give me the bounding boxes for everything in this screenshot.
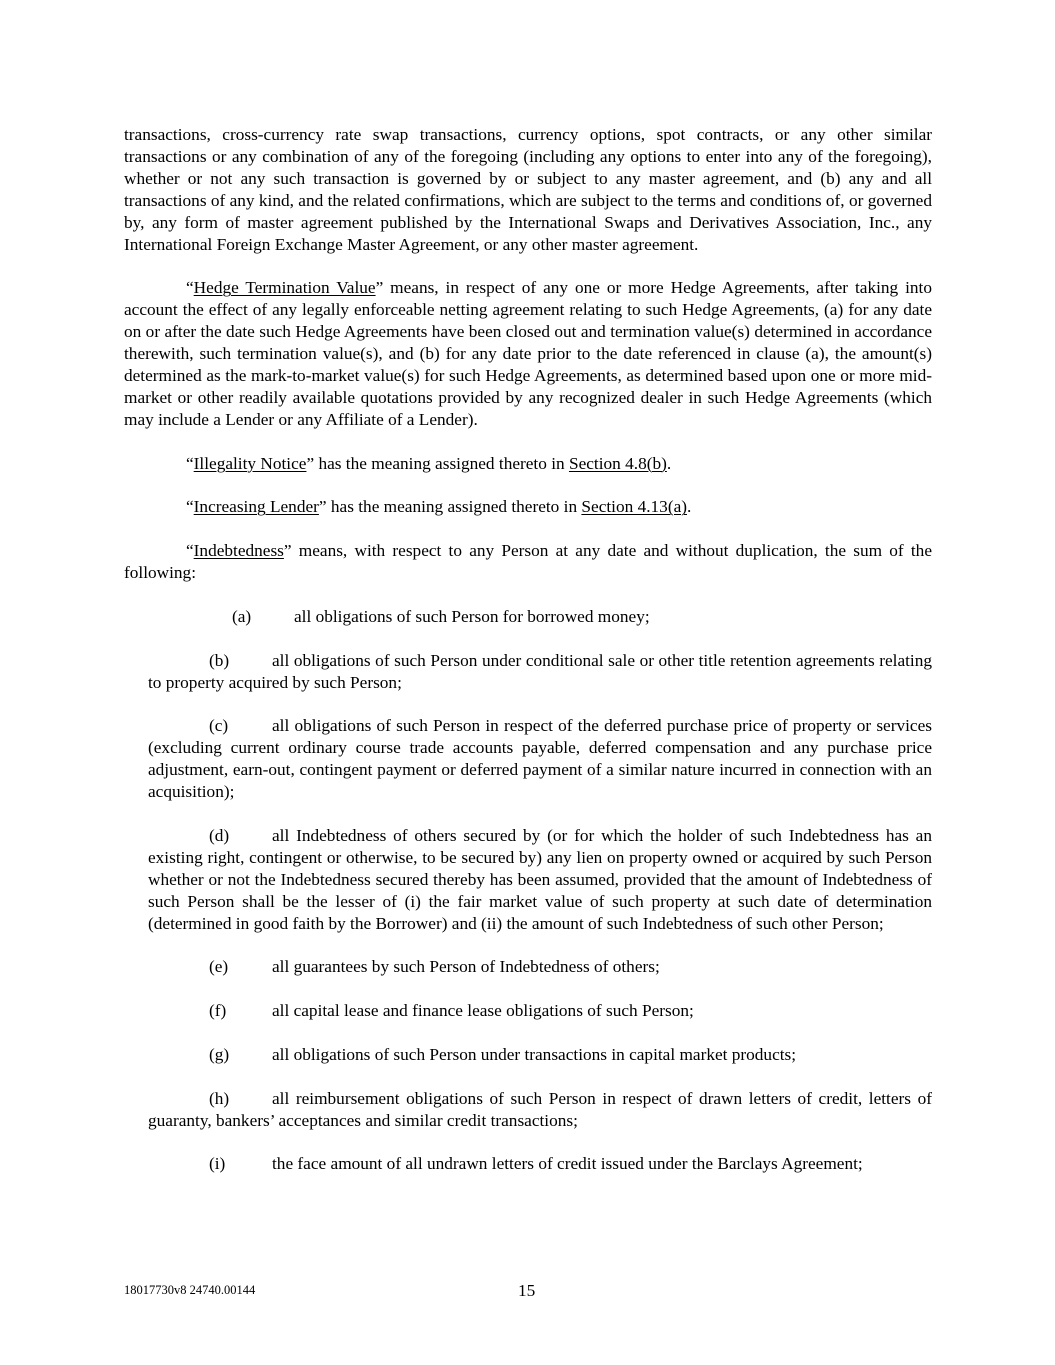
- definition-increasing-lender: “Increasing Lender” has the meaning assigned thereto in Section 4.13(a).: [186, 497, 692, 517]
- defined-term: Indebtedness: [193, 541, 284, 561]
- list-item: (b) all obligations of such Person under conditional sale or other title retention agreements relating to property acquired by such Person;: [148, 650, 932, 692]
- page-number: 15: [518, 1281, 536, 1300]
- item-label: (i): [209, 1154, 226, 1174]
- section-reference: Section 4.13(a): [581, 497, 687, 517]
- document-page: [124, 124, 932, 1175]
- item-label: (d): [209, 825, 230, 845]
- section-reference: Section 4.8(b): [568, 453, 667, 473]
- item-label: (c): [209, 716, 229, 736]
- item-label: (h): [209, 1088, 230, 1108]
- item-label: (g): [209, 1044, 230, 1064]
- list-item: (a) all obligations of such Person for borrowed money;: [232, 606, 650, 626]
- document-id: 18017730v8 24740.00144: [124, 1283, 256, 1297]
- definition-hedge-termination-value: “Hedge Termination Value” means, in respect of any one or more Hedge Agreements, after taking into account the effect of any legally enforceable netting agreement relating to such Hedge Agreements, (a) for any date on or after the date such Hedge Agreements have been closed out and termination value(s) determined in accordance therewith, such termination value(s), and (b) for any date prior to the date referenced in clause (a), the amount(s) determined as the mark-to-market value(s) for such Hedge Agreements, as determined based upon one or more mid-market or other readily available quotations provided by any recognized dealer in such Hedge Agreements (which may include a Lender or any Affiliate of a Lender).: [124, 278, 932, 429]
- defined-term: Increasing Lender: [193, 497, 319, 517]
- definition-illegality-notice: “Illegality Notice” has the meaning assigned thereto in Section 4.8(b).: [186, 453, 672, 473]
- intro-paragraph: transactions, cross-currency rate swap transactions, currency options, spot contracts, or any other similar transactions or any combination of any of the foregoing (including any options to enter into any of the foregoing), whether or not any such transaction is governed by or subject to any master agreement, and (b) any and all transactions of any kind, and the related confirmations, which are subject to the terms and conditions of, or governed by, any form of master agreement published by the International Swaps and Derivatives Association, Inc., any International Foreign Exchange Master Agreement, or any other master agreement.: [124, 125, 932, 254]
- list-item: (g) all obligations of such Person under transactions in capital market products;: [209, 1044, 797, 1064]
- item-label: (e): [209, 957, 229, 977]
- list-item: (e) all guarantees by such Person of Indebtedness of others;: [209, 957, 660, 977]
- definition-indebtedness: “Indebtedness” means, with respect to any Person at any date and without duplication, the sum of the following:: [124, 541, 932, 583]
- list-item: (c) all obligations of such Person in respect of the deferred purchase price of property or services (excluding current ordinary course trade accounts payable, deferred compensation and any purchase price adjustment, earn-out, contingent payment or deferred payment of a similar nature incurred in connection with an acquisition);: [148, 716, 932, 802]
- item-label: (a): [232, 606, 252, 626]
- defined-term: Illegality Notice: [193, 453, 307, 473]
- list-item: (f) all capital lease and finance lease obligations of such Person;: [209, 1001, 694, 1021]
- list-item: (h) all reimbursement obligations of such Person in respect of drawn letters of credit, letters of guaranty, bankers’ acceptances and similar credit transactions;: [148, 1088, 932, 1130]
- item-label: (b): [209, 650, 230, 670]
- item-label: (f): [209, 1001, 227, 1021]
- defined-term: Hedge Termination Value: [193, 278, 376, 298]
- list-item: (d) all Indebtedness of others secured by (or for which the holder of such Indebtedness has an existing right, contingent or otherwise, to be secured by) any lien on property owned or acquired by such Person whether or not the Indebtedness secured thereby has been assumed, provided that the amount of Indebtedness of such Person shall be the lesser of (i) the fair market value of such property at such date of determination (determined in good faith by the Borrower) and (ii) the amount of such Indebtedness of such other Person;: [148, 825, 932, 933]
- list-item: (i) the face amount of all undrawn letters of credit issued under the Barclays Agreement;: [209, 1154, 863, 1174]
